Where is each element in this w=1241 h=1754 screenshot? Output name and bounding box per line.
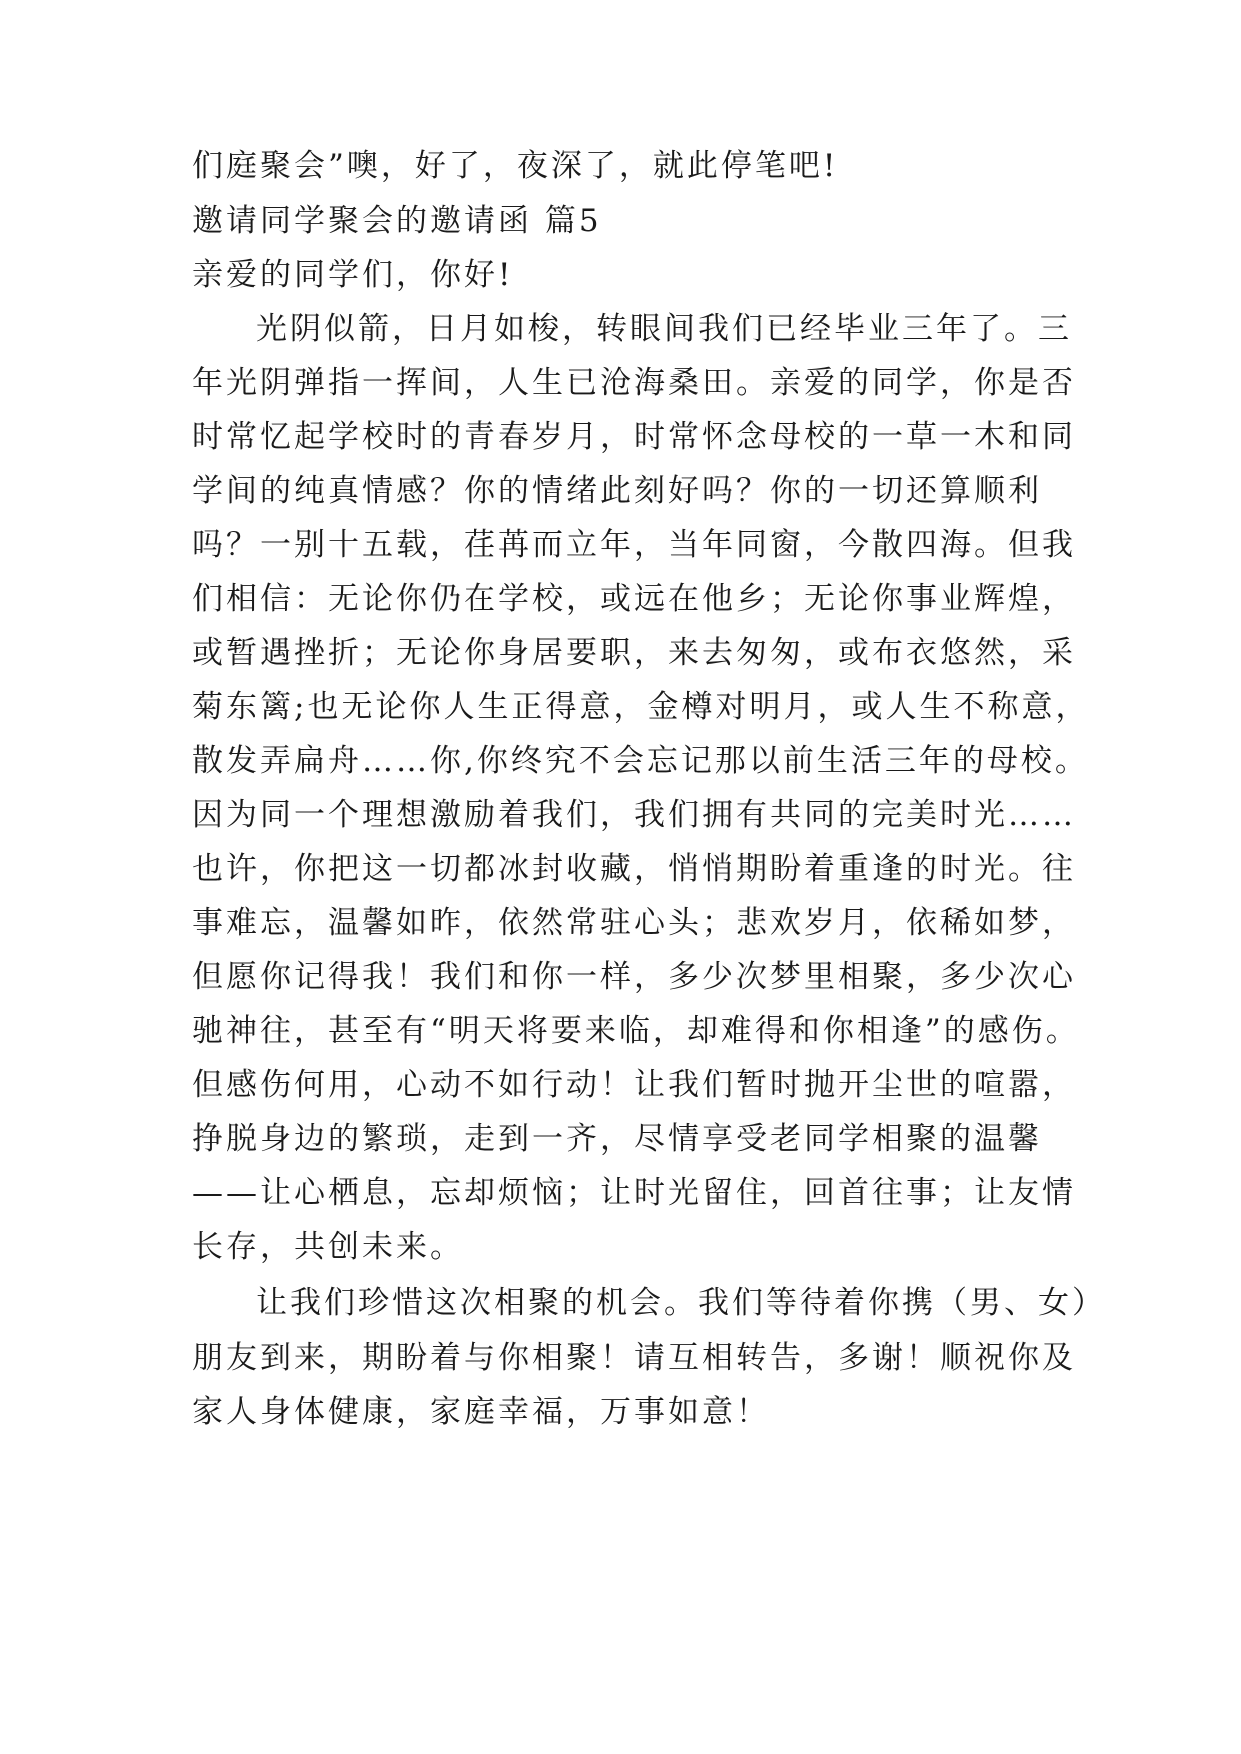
paragraph-line: 因为同一个理想激励着我们，我们拥有共同的完美时光……: [192, 797, 1076, 833]
paragraph-line: 散发弄扁舟……你,你终究不会忘记那以前生活三年的母校。: [192, 743, 1089, 779]
paragraph-line: 时常忆起学校时的青春岁月，时常怀念母校的一草一木和同: [192, 419, 1076, 455]
paragraph-line: 也许，你把这一切都冰封收藏，悄悄期盼着重逢的时光。往: [192, 851, 1076, 887]
section-heading: 邀请同学聚会的邀请函 篇5: [192, 203, 602, 239]
paragraph-line: 但感伤何用，心动不如行动！让我们暂时抛开尘世的喧嚣，: [192, 1067, 1076, 1103]
paragraph-line: 让我们珍惜这次相聚的机会。我们等待着你携（男、女）: [256, 1285, 1106, 1321]
text-line: 们庭聚会”噢，好了，夜深了，就此停笔吧!: [192, 148, 839, 184]
paragraph-line: 菊东篱;也无论你人生正得意，金樽对明月，或人生不称意，: [192, 689, 1090, 725]
paragraph-line: 光阴似箭，日月如梭，转眼间我们已经毕业三年了。三: [256, 311, 1072, 347]
paragraph-line: 挣脱身边的繁琐，走到一齐，尽情享受老同学相聚的温馨: [192, 1121, 1042, 1157]
paragraph-line: 事难忘，温馨如昨，依然常驻心头；悲欢岁月，依稀如梦，: [192, 905, 1076, 941]
paragraph-line: 家人身体健康，家庭幸福，万事如意！: [192, 1394, 770, 1430]
paragraph-line: 吗？一别十五载，荏苒而立年，当年同窗，今散四海。但我: [192, 527, 1076, 563]
paragraph-line: 驰神往，甚至有“明天将要来临，却难得和你相逢”的感伤。: [192, 1013, 1080, 1049]
paragraph-line: ——让心栖息，忘却烦恼；让时光留住，回首往事；让友情: [192, 1175, 1076, 1211]
paragraph-line: 但愿你记得我！我们和你一样，多少次梦里相聚，多少次心: [192, 959, 1076, 995]
paragraph-line: 或暂遇挫折；无论你身居要职，来去匆匆，或布衣悠然，采: [192, 635, 1076, 671]
salutation: 亲爱的同学们，你好!: [192, 257, 514, 293]
paragraph-line: 们相信：无论你仍在学校，或远在他乡；无论你事业辉煌，: [192, 581, 1076, 617]
paragraph-line: 学间的纯真情感？你的情绪此刻好吗？你的一切还算顺利: [192, 473, 1042, 509]
paragraph-line: 长存，共创未来。: [192, 1229, 464, 1265]
paragraph-line: 年光阴弹指一挥间，人生已沧海桑田。亲爱的同学，你是否: [192, 365, 1076, 401]
paragraph-line: 朋友到来，期盼着与你相聚！请互相转告，多谢！顺祝你及: [192, 1340, 1076, 1376]
